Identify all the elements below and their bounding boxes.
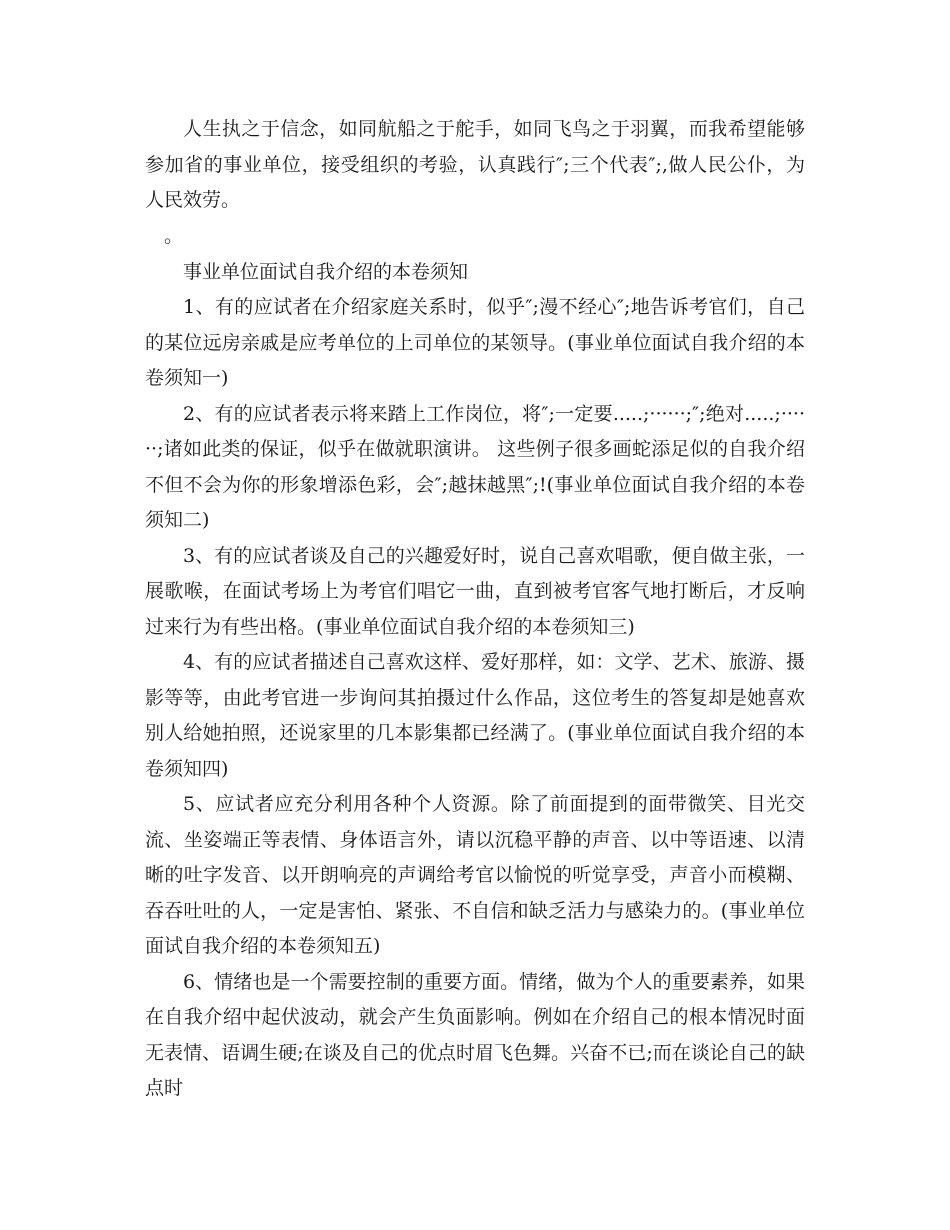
paragraph-item-5: 5、应试者应充分利用各种个人资源。除了前面提到的面带微笑、目光交流、坐姿端正等表情、身体语言外，请以沉稳平静的声音、以中等语速、以清晰的吐字发音、以开朗响亮的声调给考官以愉悦的听觉享受，声音小而模糊、吞吞吐吐的人，一定是害怕、紧张、不自信和缺乏活力与感染力的。(事业单位面试自我介绍的本卷须知五): [145, 793, 805, 957]
paragraph-item-2: 2、有的应试者表示将来踏上工作岗位，将″;一定要.....;······;″;绝对.....;······;诸如此类的保证，似乎在做就职演讲。 这些例子很多画蛇添足似的自我介绍不但不会为你的形象增添色彩，会″;越抹越黑″;!(事业单位面试自我介绍的本卷须知二): [145, 402, 805, 531]
paragraph-item-1: 1、有的应试者在介绍家庭关系时，似乎″;漫不经心″;地告诉考官们，自己的某位远房亲戚是应考单位的上司单位的某领导。(事业单位面试自我介绍的本卷须知一): [145, 296, 805, 389]
document-body: [145, 112, 805, 1107]
paragraph-separator: 。: [164, 224, 184, 247]
paragraph-intro: 人生执之于信念，如同航船之于舵手，如同飞鸟之于羽翼，而我希望能够参加省的事业单位，接受组织的考验，认真践行″;三个代表″;,做人民公仆，为人民效劳。: [145, 118, 805, 211]
paragraph-item-3: 3、有的应试者谈及自己的兴趣爱好时，说自己喜欢唱歌，便自做主张，一展歌喉，在面试考场上为考官们唱它一曲，直到被考官客气地打断后，才反响过来行为有些出格。(事业单位面试自我介绍的本卷须知三): [145, 544, 805, 638]
section-heading: 事业单位面试自我介绍的本卷须知: [183, 260, 469, 283]
paragraph-item-6: 6、情绪也是一个需要控制的重要方面。情绪，做为个人的重要素养，如果在自我介绍中起伏波动，就会产生负面影响。例如在介绍自己的根本情况时面无表情、语调生硬;在谈及自己的优点时眉飞色舞。兴奋不已;而在谈论自己的缺点时: [145, 970, 805, 1099]
paragraph-item-4: 4、有的应试者描述自己喜欢这样、爱好那样，如：文学、艺术、旅游、摄影等等，由此考官进一步询问其拍摄过什么作品，这位考生的答复却是她喜欢别人给她拍照，还说家里的几本影集都已经满了。(事业单位面试自我介绍的本卷须知四): [145, 651, 805, 780]
